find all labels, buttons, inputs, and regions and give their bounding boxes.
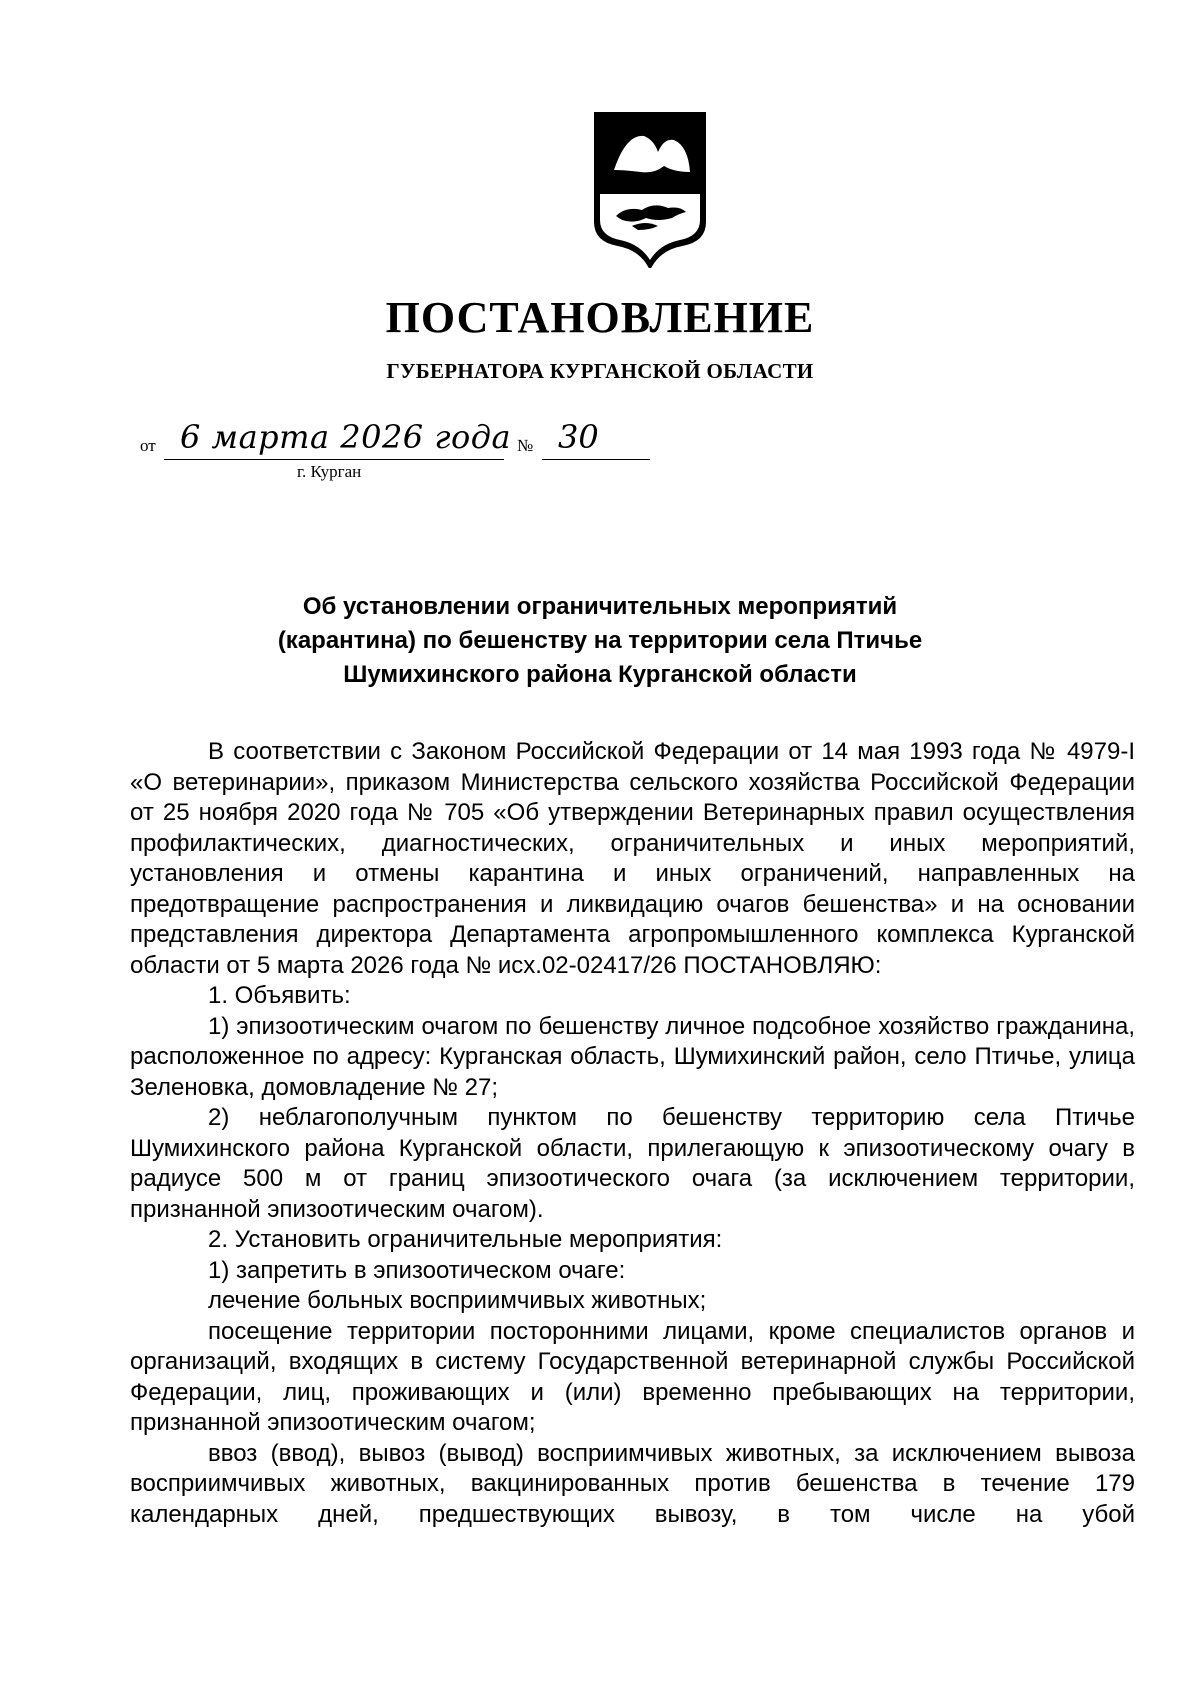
document-date: 6 марта 2026 года <box>180 418 512 456</box>
clause-paragraph: 2) неблагополучным пунктом по бешенству территорию села Птичье Шумихинского района Курганской области, прилегающую к эпизоотическому очагу в радиусе 500 м от границ эпизоотического очага (за исключением территории, признанной эпизоотическим очагом). <box>130 1104 1135 1223</box>
clause-paragraph: посещение территории посторонними лицами, кроме специалистов органов и организаций, входящих в систему Государственной ветеринарной службы Российской Федерации, лиц, проживающих и (или) временно пребывающих на территории, признанной эпизоотическим очагом; <box>130 1317 1135 1436</box>
date-underline <box>164 459 504 460</box>
clause-paragraph: ввоз (ввод), вывоз (вывод) восприимчивых животных, за исключением вывоза восприимчивых животных, вакцинированных против бешенства в течение 179 календарных дней, предшествующих вывозу, в том числе на убой <box>130 1439 1135 1528</box>
clause-paragraph: 1) эпизоотическим очагом по бешенству личное подсобное хозяйство гражданина, расположенное по адресу: Курганская область, Шумихинский район, село Птичье, улица Зеленовка, домовладение № 27; <box>130 1012 1135 1101</box>
date-prefix-label: от <box>140 436 156 455</box>
clause-paragraph: 1) запретить в эпизоотическом очаге: <box>208 1256 626 1284</box>
coat-of-arms-icon <box>592 110 708 268</box>
clause-paragraph: лечение больных восприимчивых животных; <box>208 1287 707 1314</box>
preamble-paragraph: В соответствии с Законом Российской Федерации от 14 мая 1993 года № 4979-I «О ветеринарии», приказом Министерства сельского хозяйства Российской Федерации от 25 ноября 2020 года № 705 «Об утверждении Ветеринарных правил осуществления профилактических, диагностических, ограничительных и иных мероприятий, установления и отмены карантина и иных ограничений, направленных на предотвращение распространения и ликвидацию очагов бешенства» и на основании представления директора Департамента агропромышленного комплекса Курганской области от 5 марта 2026 года № исх.02-02417/26 ПОСТАНОВЛЯЮ: <box>130 738 1135 979</box>
document-kind-heading: ПОСТАНОВЛЕНИЕ <box>385 293 815 342</box>
date-number-block <box>140 418 660 488</box>
issuing-authority: ГУБЕРНАТОРА КУРГАНСКОЙ ОБЛАСТИ <box>386 359 814 383</box>
document-title <box>140 590 1060 692</box>
title-line: Шумихинского района Курганской области <box>343 661 857 688</box>
title-line: (карантина) по бешенству на территории села Птичье <box>277 627 923 654</box>
clause-paragraph: 1. Объявить: <box>208 982 351 1009</box>
number-label: № <box>517 436 534 455</box>
number-underline <box>542 459 650 460</box>
document-number: 30 <box>558 418 599 456</box>
document-body <box>130 737 1135 1530</box>
issuing-city: г. Курган <box>297 462 362 481</box>
clause-paragraph: 2. Установить ограничительные мероприятия: <box>208 1226 723 1253</box>
title-line: Об установлении ограничительных мероприятий <box>302 593 898 620</box>
